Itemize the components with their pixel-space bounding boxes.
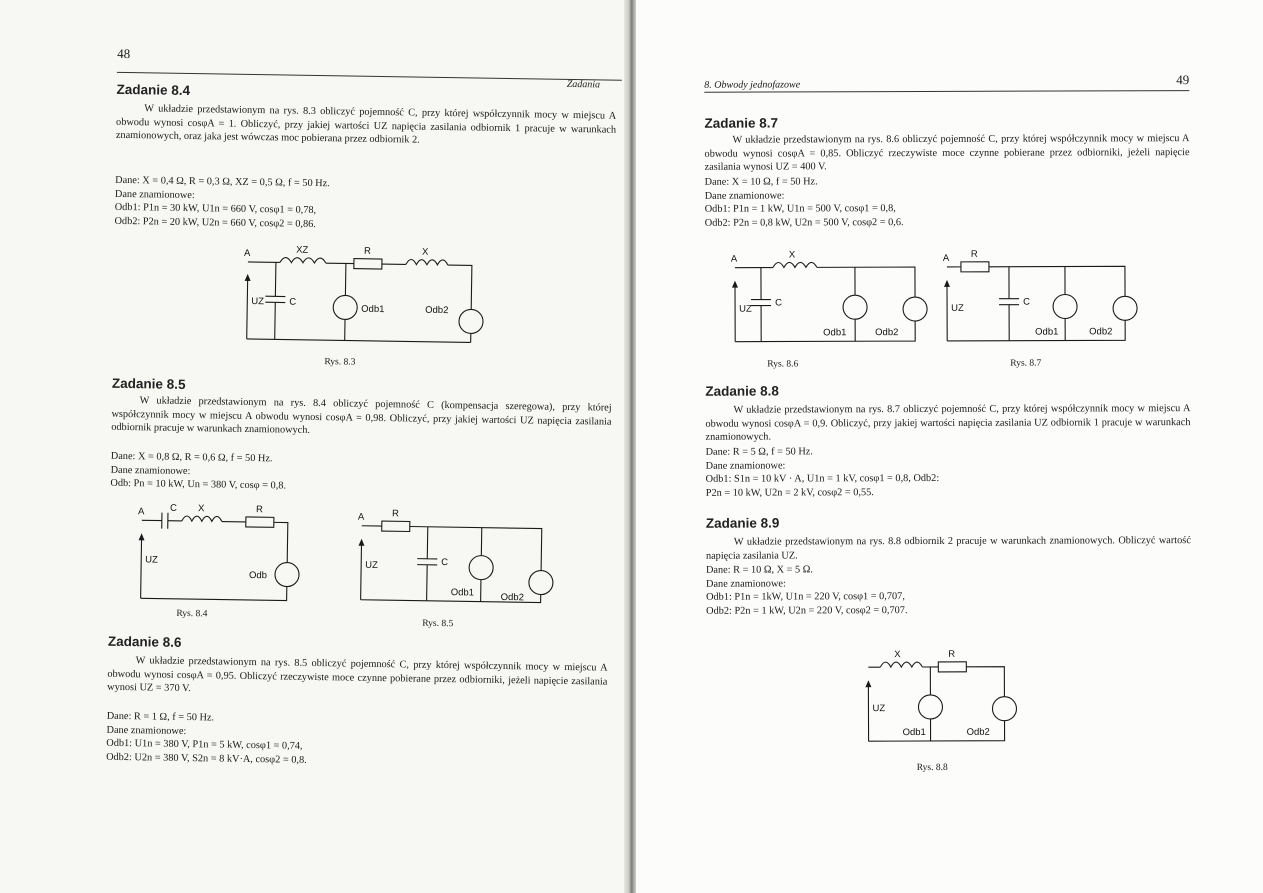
rated-line: Odb1: P1n = 1kW, U1n = 220 V, cosφ1 = 0,707, <box>706 591 905 603</box>
source-arrowhead <box>944 280 950 287</box>
component-label: C <box>775 297 782 309</box>
circuit-diagram <box>858 649 1018 750</box>
load-label: Odb2 <box>425 304 449 317</box>
problem-statement <box>706 534 1191 563</box>
node-label: A <box>137 506 145 518</box>
component-label: X <box>197 503 205 515</box>
circuit-figure-8-5 <box>350 508 552 611</box>
source-label: UZ <box>951 302 964 314</box>
component-label: R <box>255 504 263 516</box>
given-line: Dane: X = 10 Ω, f = 50 Hz. <box>704 176 818 188</box>
running-head: Zadania <box>566 78 601 91</box>
component-label: C <box>441 557 449 569</box>
source-arrowhead <box>865 680 871 687</box>
rated-line: Odb1: U1n = 380 V, P1n = 5 kW, cosφ1 = 0,74, <box>106 737 303 753</box>
given-line: Dane: X = 0,8 Ω, R = 0,6 Ω, f = 50 Hz. <box>110 450 273 465</box>
inductor-symbol <box>880 662 922 667</box>
given-data <box>705 174 1190 230</box>
given-data <box>114 174 615 236</box>
load-label: Odb <box>248 569 268 582</box>
wire <box>481 528 482 602</box>
source-arrow <box>361 544 362 600</box>
figure-caption: Rys. 8.6 <box>767 359 799 370</box>
source-label: UZ <box>872 703 886 715</box>
capacitor-symbol <box>751 268 771 342</box>
figure-caption: Rys. 8.3 <box>324 357 356 368</box>
component-label: X <box>894 649 901 661</box>
component-label: R <box>391 508 399 520</box>
given-line: Dane: R = 10 Ω, X = 5 Ω. <box>705 564 814 576</box>
load-label: Odb1 <box>361 303 385 316</box>
rated-header: Dane znamionowe: <box>705 460 786 472</box>
circuit-diagram <box>235 244 487 348</box>
component-label: X <box>422 246 429 258</box>
load-label: Odb1 <box>1035 326 1059 338</box>
given-data <box>106 710 607 772</box>
resistor-symbol <box>246 517 274 527</box>
rated-line: Odb1: S1n = 10 kV · A, U1n = 1 kV, cosφ1 = 0,8, Odb2: <box>705 473 940 485</box>
circuit-diagram <box>131 502 303 605</box>
load-2-circle <box>903 297 927 321</box>
left-page <box>0 0 630 893</box>
problem-statement <box>116 102 617 151</box>
given-line: Dane: R = 1 Ω, f = 50 Hz. <box>106 710 215 724</box>
load-label: Odb1 <box>823 327 847 339</box>
rated-header: Dane znamionowe: <box>110 464 191 477</box>
figure-caption: Rys. 8.7 <box>1010 358 1042 369</box>
load-1-circle <box>918 695 942 719</box>
statement-text: W układzie przedstawionym na rys. 8.8 odbiornik 2 pracuje w warunkach znamionowych. Obliczyć wartość napięcia zasilania UZ. <box>705 535 1191 562</box>
given-data <box>706 562 1191 618</box>
circuit-figure-8-6 <box>725 249 925 350</box>
load-2-circle <box>529 570 553 594</box>
component-label: C <box>169 502 177 514</box>
circuit-figure-8-3 <box>235 244 487 348</box>
problem-statement <box>111 394 612 443</box>
rated-line: Odb: Pn = 10 kW, Un = 380 V, cosφ = 0,8. <box>110 477 287 492</box>
rated-line: Odb1: P1n = 1 kW, U1n = 500 V, cosφ1 = 0,8, <box>704 203 896 215</box>
resistor-symbol <box>938 662 966 672</box>
component-label: C <box>1023 296 1030 308</box>
statement-text: W układzie przedstawionym na rys. 8.7 obliczyć pojemność C, przy której współczynnik mocy w miejscu A obwodu wynosi cosφA = 0,9. Obliczyć, przy jakiej wartości napięcia zasilania UZ odbiornik 1 pracuje w warunkach znamionowych. <box>705 403 1191 443</box>
circuit-figure-8-8 <box>858 649 1018 750</box>
rated-header: Dane znamionowe: <box>114 188 195 201</box>
load-label: Odb2 <box>966 726 990 738</box>
component-label: R <box>970 248 978 260</box>
resistor-symbol <box>382 521 410 531</box>
statement-text: W układzie przedstawionym na rys. 8.4 obliczyć pojemność C (kompensacja szeregowa), przy której współczynnik mocy w miejscu A obwodu wynosi cosφA = 0,98. Obliczyć, przy jakiej wartości UZ napięcia zasilania odbiornik pracuje w warunkach znamionowych. <box>111 395 612 437</box>
rated-line: Odb2: P2n = 1 kW, U2n = 220 V, cosφ2 = 0,707. <box>706 604 908 617</box>
rated-header: Dane znamionowe: <box>706 578 786 590</box>
capacitor-symbol <box>265 262 286 339</box>
series-capacitor-symbol <box>162 513 168 529</box>
problem-title: Zadanie 8.6 <box>107 633 182 650</box>
inductor-xz-symbol <box>280 257 326 263</box>
resistor-symbol <box>354 259 382 269</box>
resistor-symbol <box>961 262 989 272</box>
source-label: UZ <box>365 559 378 572</box>
statement-text: W układzie przedstawionym na rys. 8.5 obliczyć pojemność C, przy której współczynnik mocy w miejscu A obwodu wynosi cosφA = 0,95. Obliczyć rzeczywiste moce czynne pobierane przez odbiorniki, jeżeli napięcie zasilania wynosi UZ = 370 V. <box>107 655 608 695</box>
node-label: A <box>942 252 950 264</box>
source-arrowhead <box>139 533 145 540</box>
load-1-circle <box>1053 294 1077 318</box>
rated-line: Odb2: U2n = 380 V, S2n = 8 kV·A, cosφ2 = 0,8. <box>106 751 307 766</box>
problem-statement <box>107 654 608 703</box>
load-label: Odb2 <box>1089 326 1113 338</box>
source-label: UZ <box>739 303 752 315</box>
problem-statement <box>704 132 1189 174</box>
problem-title: Zadanie 8.4 <box>116 81 191 98</box>
capacitor-symbol <box>417 527 438 601</box>
problem-statement <box>705 402 1190 444</box>
source-arrowhead <box>732 281 738 288</box>
rated-line: Odb1: P1n = 30 kW, U1n = 660 V, cosφ1 = 0,78, <box>114 202 317 217</box>
load-label: Odb2 <box>875 327 899 339</box>
circuit-diagram <box>937 248 1137 349</box>
load-circle <box>275 562 299 586</box>
load-label: Odb1 <box>902 726 926 739</box>
figure-caption: Rys. 8.5 <box>422 618 454 630</box>
source-label: UZ <box>251 295 265 308</box>
component-label: R <box>948 648 956 660</box>
statement-text: W układzie przedstawionym na rys. 8.3 obliczyć pojemność C, przy której współczynnik mocy w miejscu A obwodu wynosi cosφA = 1. Obliczyć, przy jakiej wartości UZ napięcia zasilania odbiornik 1 pracuje w warunkach znamionowych, oraz jaka jest wówczas moc pobierana przez odbiornik 2. <box>115 103 617 146</box>
page-number: 48 <box>117 45 131 62</box>
page-number: 49 <box>1176 72 1190 88</box>
circuit-figure-8-7 <box>937 248 1137 349</box>
rated-header: Dane znamionowe: <box>704 190 785 202</box>
circuit-figure-8-4 <box>131 502 303 605</box>
source-arrow <box>247 279 248 339</box>
problem-title: Zadanie 8.8 <box>705 383 779 399</box>
figure-caption: Rys. 8.4 <box>176 608 208 620</box>
node-label: A <box>243 247 251 259</box>
wire <box>141 520 288 600</box>
rated-line: Odb2: P2n = 0,8 kW, U2n = 500 V, cosφ2 = 0,6. <box>704 216 904 229</box>
load-label: Odb2 <box>500 591 525 604</box>
capacitor-symbol <box>999 267 1019 341</box>
inductor-symbol <box>182 516 222 522</box>
rated-header: Dane znamionowe: <box>106 724 187 737</box>
wire <box>345 263 346 340</box>
load-2-circle <box>1113 296 1137 320</box>
given-line: Dane: X = 0,4 Ω, R = 0,3 Ω, XZ = 0,5 Ω, f = 50 Hz. <box>115 174 330 190</box>
load-2-circle <box>992 697 1016 721</box>
load-1-circle <box>843 295 867 319</box>
rated-line: Odb2: P2n = 20 kW, U2n = 660 V, cosφ2 = 0,86. <box>114 215 316 230</box>
source-label: UZ <box>145 554 158 566</box>
figure-caption: Rys. 8.8 <box>916 762 948 774</box>
given-line: Dane: R = 5 Ω, f = 50 Hz. <box>705 446 813 458</box>
load-1-circle <box>333 295 357 319</box>
problem-title: Zadanie 8.9 <box>705 515 780 531</box>
problem-title: Zadanie 8.5 <box>111 375 186 392</box>
load-2-circle <box>459 309 483 333</box>
statement-text: W układzie przedstawionym na rys. 8.6 obliczyć pojemność C, przy której współczynnik mocy w miejscu A obwodu wynosi cosφA = 0,85. Obliczyć rzeczywiste moce czynne pobierane przez odbiorniki, jeżeli napięcie zasilania wynosi UZ = 400 V. <box>704 133 1190 173</box>
component-label: C <box>289 296 297 308</box>
given-data <box>110 450 611 499</box>
component-label: XZ <box>296 244 309 256</box>
problem-title: Zadanie 8.7 <box>704 115 779 131</box>
header-rule <box>117 72 622 81</box>
given-data <box>706 444 1191 500</box>
load-label: Odb1 <box>450 587 475 599</box>
inductor-x-symbol <box>406 259 448 265</box>
inductor-symbol <box>773 262 817 267</box>
circuit-diagram <box>350 508 552 611</box>
component-label: X <box>788 249 796 261</box>
source-arrowhead <box>245 274 251 281</box>
load-1-circle <box>469 555 493 579</box>
source-arrow <box>141 538 142 598</box>
right-page <box>636 0 1263 893</box>
node-label: A <box>357 511 365 523</box>
node-label: A <box>730 253 738 265</box>
rated-line: P2n = 10 kW, U2n = 2 kV, cosφ2 = 0,55. <box>705 486 874 499</box>
component-label: R <box>364 245 372 257</box>
running-head: 8. Obwody jednofazowe <box>704 79 801 91</box>
source-arrowhead <box>358 539 364 546</box>
circuit-diagram <box>725 249 925 350</box>
